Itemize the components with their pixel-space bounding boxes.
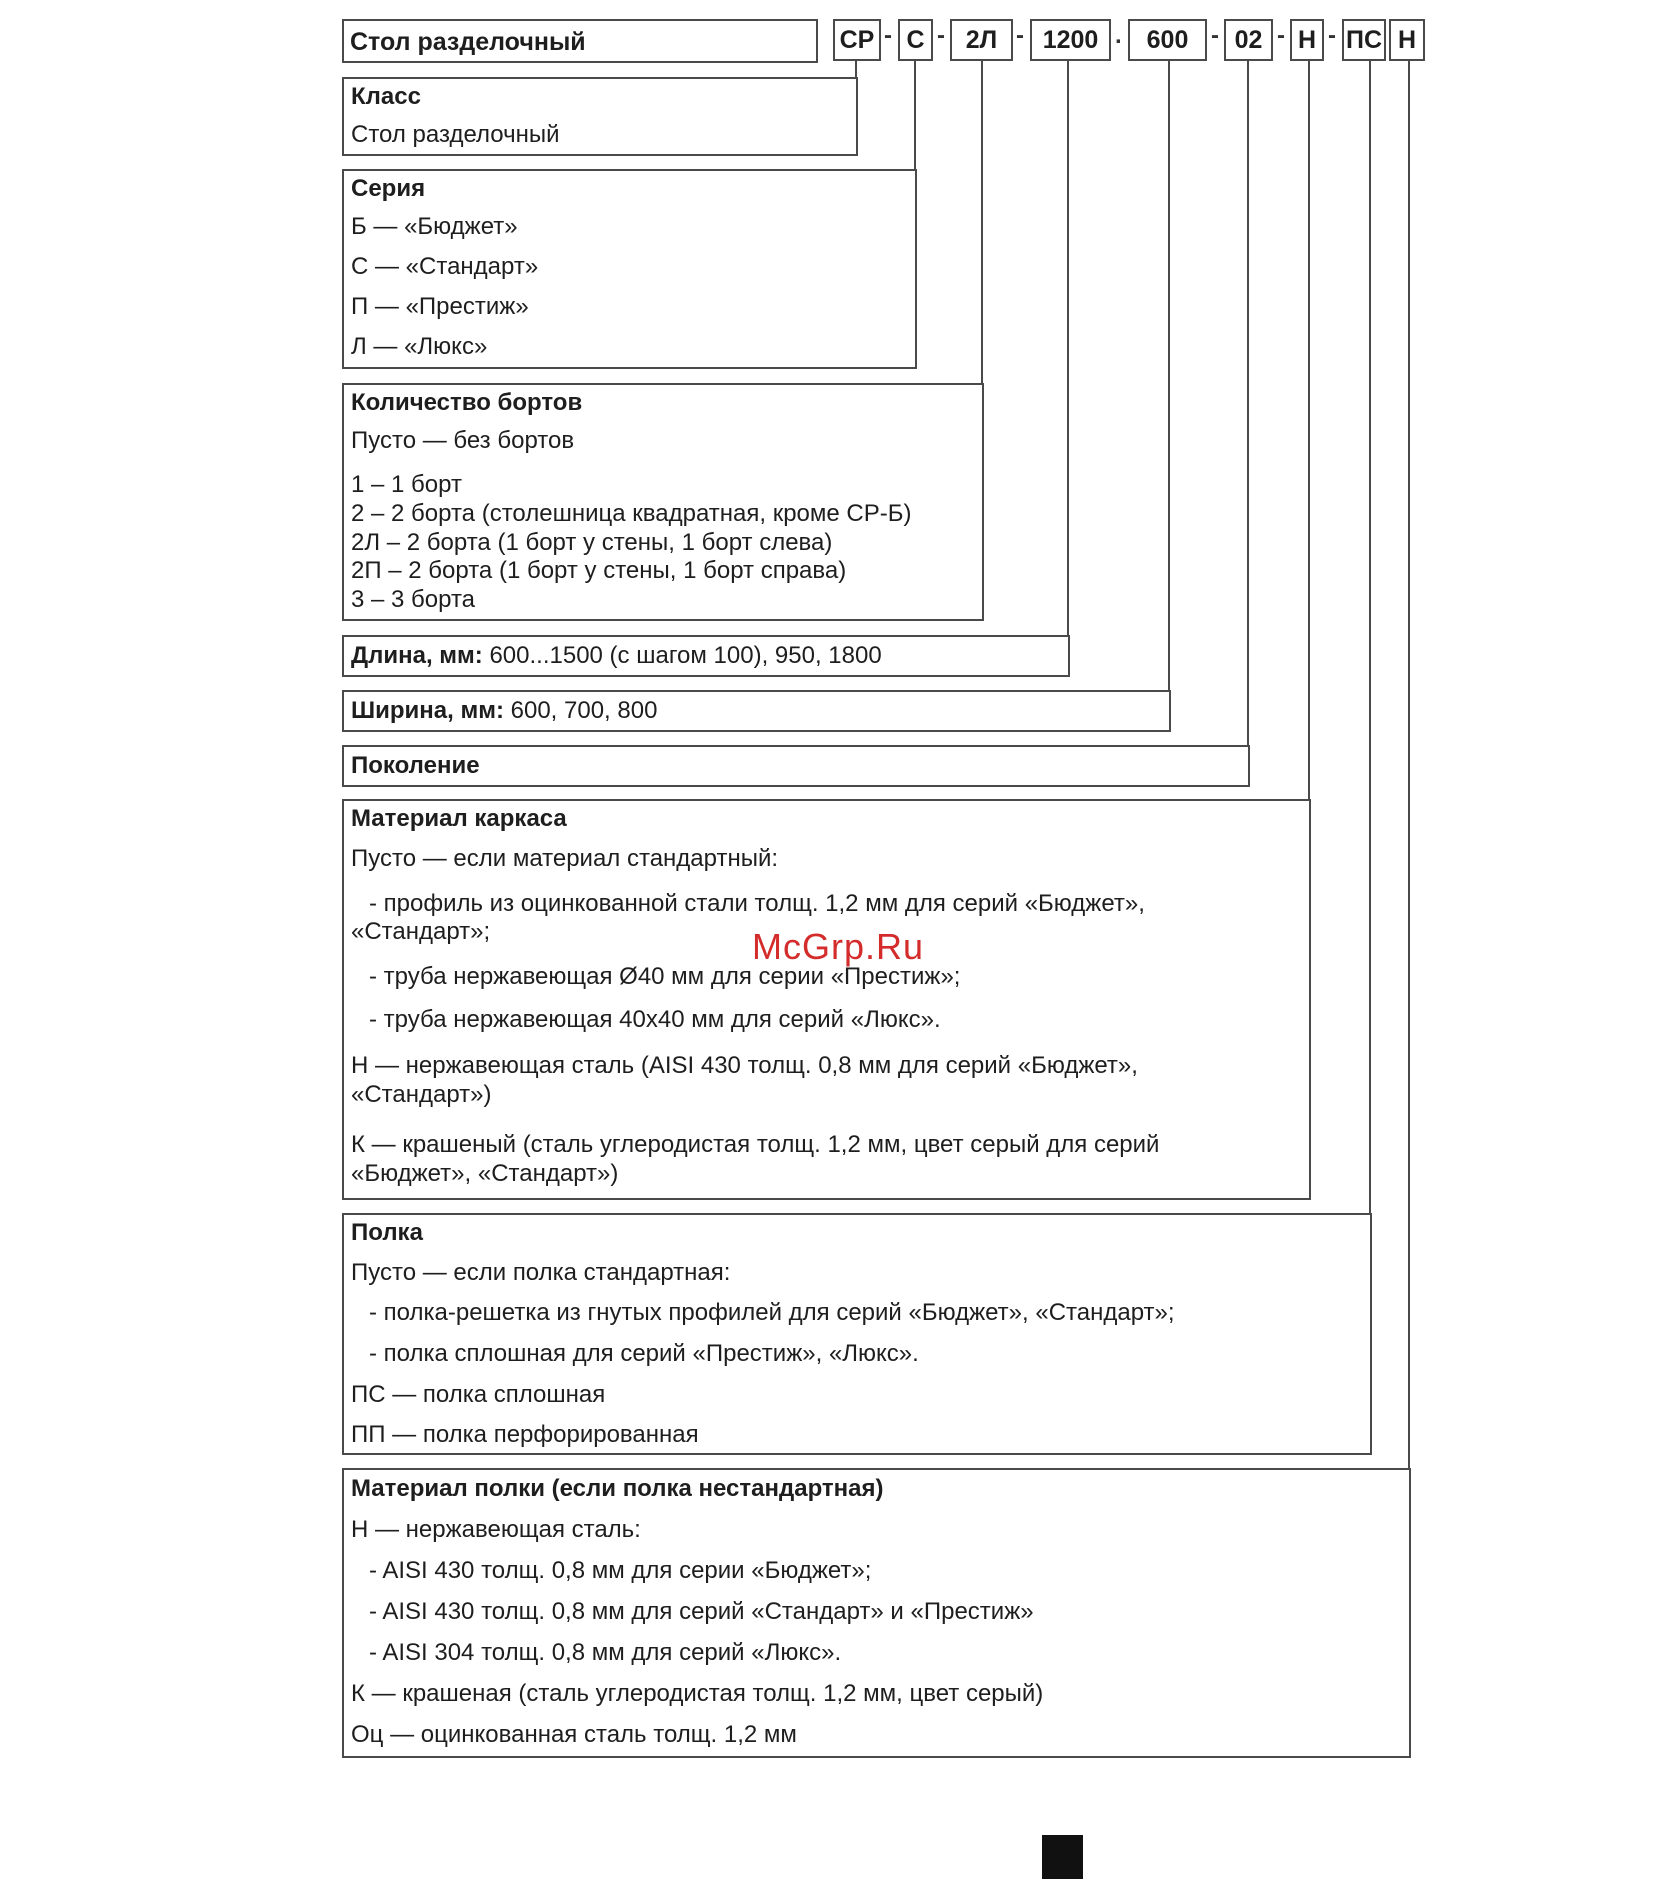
- list-item: «Стандарт»;: [351, 918, 491, 945]
- field-value: 600, 700, 800: [503, 697, 658, 724]
- section-shirina: [342, 690, 1171, 732]
- list-item: - AISI 304 толщ. 0,8 мм для серий «Люкс».: [369, 1639, 842, 1666]
- code-segment: 1200: [1030, 19, 1111, 61]
- section-heading: Материал полки (если полка нестандартная): [351, 1475, 884, 1502]
- section-text: Пусто — если материал стандартный:: [351, 845, 779, 872]
- code-segment: Н: [1389, 19, 1425, 61]
- list-item: «Бюджет», «Стандарт»): [351, 1160, 619, 1187]
- watermark: McGrp.Ru: [752, 926, 925, 967]
- field-label: Ширина, мм:: [351, 697, 504, 724]
- list-item: 2 – 2 борта (столешница квадратная, кроме СР-Б): [351, 500, 912, 527]
- section-pokolenie: [342, 745, 1250, 787]
- section-text: [351, 697, 657, 725]
- field-value: 600...1500 (с шагом 100), 950, 1800: [482, 642, 882, 669]
- list-item: Л — «Люкс»: [351, 333, 488, 360]
- list-item: 2Л – 2 борта (1 борт у стены, 1 борт слева): [351, 529, 833, 556]
- section-text: [351, 642, 882, 670]
- code-separator: -: [1277, 22, 1285, 49]
- list-item: ПП — полка перфорированная: [351, 1421, 699, 1448]
- code-segment: 2Л: [950, 19, 1013, 61]
- code-separator: -: [1328, 22, 1336, 49]
- section-heading: Поколение: [351, 752, 480, 779]
- list-item: К — крашеный (сталь углеродистая толщ. 1,2 мм, цвет серый для серий: [351, 1131, 1160, 1158]
- section-material-polki: [342, 1468, 1411, 1758]
- list-item: 1 – 1 борт: [351, 471, 462, 498]
- page-marker: [1042, 1835, 1083, 1879]
- section-polka: [342, 1213, 1372, 1455]
- section-dlina: [342, 635, 1070, 677]
- list-item: П — «Престиж»: [351, 293, 529, 320]
- list-item: Б — «Бюджет»: [351, 213, 518, 240]
- list-item: С — «Стандарт»: [351, 253, 539, 280]
- section-text: Н — нержавеющая сталь:: [351, 1516, 641, 1543]
- list-item: - труба нержавеющая Ø40 мм для серии «Престиж»;: [369, 963, 961, 990]
- list-item: - полка-решетка из гнутых профилей для серий «Бюджет», «Стандарт»;: [369, 1299, 1175, 1326]
- section-borta: [342, 383, 984, 621]
- code-separator: -: [937, 22, 945, 49]
- section-karkas: [342, 799, 1311, 1200]
- section-heading: Количество бортов: [351, 389, 583, 416]
- list-item: ПС — полка сплошная: [351, 1381, 606, 1408]
- section-text: Пусто — если полка стандартная:: [351, 1259, 731, 1286]
- list-item: - AISI 430 толщ. 0,8 мм для серий «Стандарт» и «Престиж»: [369, 1598, 1034, 1625]
- list-item: - профиль из оцинкованной стали толщ. 1,2 мм для серий «Бюджет»,: [369, 890, 1145, 917]
- code-segment: 600: [1128, 19, 1207, 61]
- code-segment: 02: [1224, 19, 1273, 61]
- section-heading: Материал каркаса: [351, 805, 567, 832]
- code-separator: -: [1211, 22, 1219, 49]
- product-title: Стол разделочный: [342, 19, 818, 63]
- section-klass: [342, 77, 858, 156]
- code-separator: -: [1016, 22, 1024, 49]
- section-seriya: [342, 169, 917, 369]
- code-separator: -: [884, 22, 892, 49]
- section-text: Пусто — без бортов: [351, 427, 575, 454]
- list-item: 3 – 3 борта: [351, 586, 476, 613]
- section-text: Стол разделочный: [351, 121, 560, 148]
- list-item: К — крашеная (сталь углеродистая толщ. 1,2 мм, цвет серый): [351, 1680, 1044, 1707]
- list-item: - AISI 430 толщ. 0,8 мм для серии «Бюджет»;: [369, 1557, 872, 1584]
- list-item: 2П – 2 борта (1 борт у стены, 1 борт справа): [351, 557, 847, 584]
- code-segment: Н: [1290, 19, 1324, 61]
- list-item: Оц — оцинкованная сталь толщ. 1,2 мм: [351, 1721, 797, 1748]
- code-segment: С: [898, 19, 933, 61]
- list-item: «Стандарт»): [351, 1081, 492, 1108]
- list-item: - труба нержавеющая 40х40 мм для серий «Люкс».: [369, 1006, 941, 1033]
- code-segment: ПС: [1342, 19, 1386, 61]
- code-separator: .: [1115, 22, 1122, 49]
- code-segment: СР: [833, 19, 881, 61]
- section-heading: Серия: [351, 175, 426, 202]
- list-item: - полка сплошная для серий «Престиж», «Люкс».: [369, 1340, 919, 1367]
- section-heading: Класс: [351, 83, 421, 110]
- list-item: Н — нержавеющая сталь (AISI 430 толщ. 0,8 мм для серий «Бюджет»,: [351, 1052, 1138, 1079]
- field-label: Длина, мм:: [351, 642, 483, 669]
- section-heading: Полка: [351, 1219, 423, 1246]
